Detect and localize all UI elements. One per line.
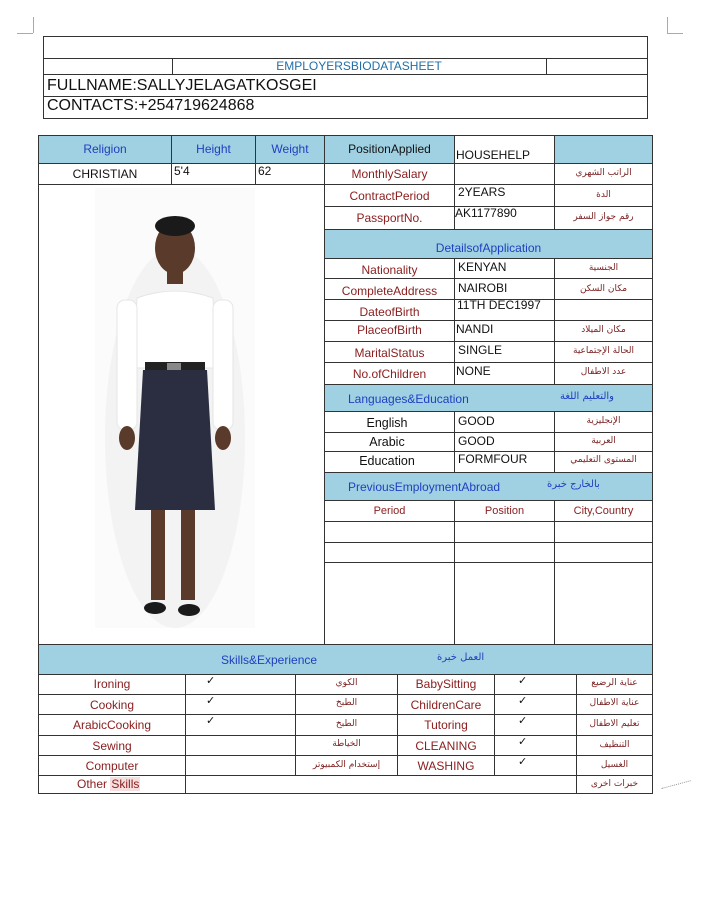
- address-ar: مكان السكن: [579, 284, 628, 294]
- passport-label: PassportNo.: [356, 211, 423, 225]
- skills-line-1: [38, 694, 653, 695]
- dob-value: 11TH DEC1997: [457, 298, 541, 312]
- app-div-1: [454, 258, 455, 384]
- app-div-2: [554, 258, 555, 384]
- skill-washing-check: ✓: [518, 756, 528, 768]
- skill-arabiccooking-ar: الطبخ: [335, 719, 358, 729]
- skills-div-4: [494, 674, 495, 775]
- monthly-salary-ar: الراتب الشهري: [575, 168, 632, 178]
- skill-babysitting-check: ✓: [518, 675, 528, 687]
- skills-div-1: [185, 674, 186, 775]
- arabic-ar: العربية: [591, 436, 616, 446]
- employment-title: PreviousEmploymentAbroad: [348, 480, 501, 494]
- arabic-value: GOOD: [458, 434, 495, 448]
- skills-label-word: Skills: [111, 777, 140, 791]
- skill-sewing-label: Sewing: [92, 739, 132, 753]
- religion-row-line: [38, 184, 324, 185]
- skill-computer-label: Computer: [85, 759, 139, 773]
- skill-babysitting-ar: عناية الرضيع: [591, 678, 638, 688]
- english-ar: الإنجليزية: [586, 416, 621, 426]
- contacts: CONTACTS:+254719624868: [47, 97, 255, 114]
- nationality-value: KENYAN: [458, 260, 507, 274]
- pob-value: NANDI: [456, 322, 494, 336]
- skill-cleaning-check: ✓: [518, 736, 528, 748]
- position-applied-label: PositionApplied: [348, 142, 431, 156]
- nationality-ar: الجنسية: [588, 263, 619, 273]
- employment-title-ar: بالخارج خبرة: [547, 479, 600, 490]
- education-label: Education: [359, 454, 415, 468]
- header-title-divider-right: [546, 58, 547, 75]
- emp-line-1: [324, 521, 653, 522]
- address-label: CompleteAddress: [341, 284, 438, 298]
- app-line-4: [324, 341, 653, 342]
- skill-ironing-ar: الكوي: [335, 678, 358, 688]
- languages-title-ar: والتعليم اللغة: [560, 391, 614, 402]
- lang-line-1: [324, 432, 653, 433]
- document-title: EMPLOYERSBIODATASHEET: [276, 59, 442, 73]
- corner-mark-left: [33, 17, 34, 33]
- religion-value: CHRISTIAN: [72, 167, 138, 181]
- other-skills-ar: خبرات أخرى: [590, 779, 639, 789]
- skill-arabiccooking-check: ✓: [206, 715, 216, 727]
- arabic-label: Arabic: [369, 435, 405, 449]
- skill-computer-ar: إستخدام الكمبيوتر: [312, 760, 381, 770]
- pob-ar: مكان الميلاد: [581, 325, 626, 335]
- skills-line-3: [38, 735, 653, 736]
- dob-label: DateofBirth: [359, 305, 420, 319]
- other-skills-label: [77, 777, 140, 791]
- contract-period-label: ContractPeriod: [349, 189, 430, 203]
- employment-city-header: City,Country: [573, 505, 634, 517]
- other-label-word: Other: [77, 777, 108, 791]
- skill-cleaning-label: CLEANING: [415, 739, 477, 753]
- pob-label: PlaceofBirth: [357, 323, 422, 337]
- passport-value: AK1177890: [455, 206, 517, 220]
- skill-babysitting-label: BabySitting: [415, 677, 477, 691]
- skill-sewing-ar: الخياطة: [332, 739, 361, 749]
- education-value: FORMFOUR: [458, 452, 528, 466]
- skill-washing-ar: الغسيل: [600, 760, 629, 770]
- weight-label: Weight: [271, 142, 309, 156]
- children-ar: عدد الأطفال: [580, 367, 627, 377]
- position-applied-value: HOUSEHELP: [456, 148, 531, 162]
- header-empty-row: [43, 36, 648, 59]
- marital-ar: الحالة الإجتماعية: [573, 346, 634, 356]
- corner-mark-left-h: [17, 33, 33, 34]
- application-title: DetailsofApplication: [435, 241, 542, 255]
- corner-mark-right-h: [667, 33, 683, 34]
- skill-cooking-check: ✓: [206, 695, 216, 707]
- education-ar: المستوى التعليمي: [570, 455, 637, 465]
- emp-line-3: [324, 562, 653, 563]
- nationality-label: Nationality: [361, 263, 418, 277]
- emp-line-2: [324, 542, 653, 543]
- top-row-line: [38, 163, 653, 164]
- skills-line-5: [38, 775, 653, 776]
- skills-header: [39, 645, 652, 674]
- address-value: NAIROBI: [458, 281, 508, 295]
- religion-label: Religion: [83, 142, 127, 156]
- skill-ironing-check: ✓: [206, 675, 216, 687]
- skill-cooking-ar: الطبخ: [335, 698, 358, 708]
- skill-cooking-label: Cooking: [89, 698, 135, 712]
- english-value: GOOD: [458, 414, 495, 428]
- skills-line-0: [38, 674, 653, 675]
- skills-title-ar: العمل خبرة: [437, 652, 485, 663]
- lang-line-0: [324, 411, 653, 412]
- languages-title: Languages&Education: [348, 392, 469, 406]
- height-value: 5'4: [174, 164, 190, 178]
- app-line-5: [324, 362, 653, 363]
- corner-mark-right: [667, 17, 668, 33]
- emp-line-0: [324, 500, 653, 501]
- marital-value: SINGLE: [458, 343, 503, 357]
- skills-line-4: [38, 755, 653, 756]
- person-photo-icon: [95, 188, 255, 628]
- contract-period-ar: الدة: [596, 190, 611, 200]
- contract-period-value: 2YEARS: [458, 185, 506, 199]
- app-line-1: [324, 278, 653, 279]
- skill-childrencare-check: ✓: [518, 695, 528, 707]
- skill-childrencare-ar: عناية الأطفال: [589, 698, 640, 708]
- weight-value: 62: [258, 164, 272, 178]
- skills-other-div-1: [185, 775, 186, 794]
- children-value: NONE: [456, 364, 491, 378]
- height-label: Height: [196, 142, 231, 156]
- skill-tutoring-check: ✓: [518, 715, 528, 727]
- app-line-3: [324, 320, 653, 321]
- skill-washing-label: WASHING: [417, 759, 475, 773]
- english-label: English: [366, 416, 408, 430]
- skills-line-2: [38, 714, 653, 715]
- employment-period-header: Period: [373, 505, 406, 517]
- children-label: No.ofChildren: [352, 367, 427, 381]
- skill-tutoring-ar: تعليم الأطفال: [589, 719, 640, 729]
- skill-ironing-label: Ironing: [93, 677, 131, 691]
- marital-label: MaritalStatus: [354, 346, 425, 360]
- passport-ar: رقم جواز السفر: [573, 212, 634, 222]
- lang-div-1: [454, 411, 455, 472]
- skill-cleaning-ar: التنظيف: [599, 740, 630, 750]
- skill-childrencare-label: ChildrenCare: [410, 698, 482, 712]
- skill-tutoring-label: Tutoring: [424, 718, 468, 732]
- applicant-photo: [95, 188, 255, 628]
- employment-position-header: Position: [484, 505, 525, 517]
- fullname: FULLNAME:SALLYJELAGATKOSGEI: [47, 77, 317, 94]
- app-line-0: [324, 258, 653, 259]
- monthly-salary-label: MonthlySalary: [351, 167, 428, 181]
- skills-title: Skills&Experience: [221, 653, 318, 667]
- skill-arabiccooking-label: ArabicCooking: [72, 718, 152, 732]
- dotted-mark: [661, 780, 692, 795]
